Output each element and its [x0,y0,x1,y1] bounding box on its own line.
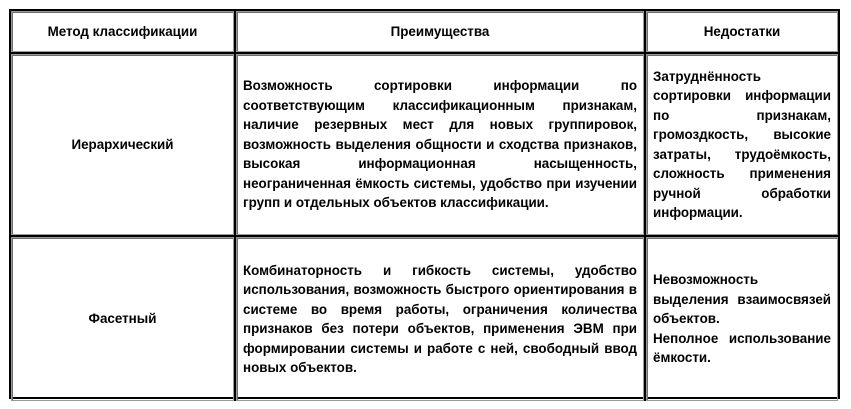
header-row [11,11,838,53]
advantages-text: Комбинаторность и гибкость системы, удобство использования, возможность быстрого ориентирования в системе во время работы, ограничения количества признаков без потери объектов, применения ЭВМ при формировании системы и работе с ней, свободный ввод новых объектов. [243,262,637,375]
header-advantages-cell [235,11,645,53]
disadvantage-item: Невозможность выделения взаимосвязей объектов. [653,272,831,327]
disadvantages-cell [645,53,838,236]
header-method-cell [11,11,235,53]
disadvantages-text: Затруднённость сортировки информации по признакам, громоздкость, высокие затраты, трудоёмкость, сложность применения ручной обработки информации. [653,68,831,220]
disadvantage-item: Неполное использование ёмкости. [653,330,831,366]
comparison-table [11,11,838,401]
advantages-text: Возможность сортировки информации по соответствующим классификационным признакам, наличие резервных мест для новых группировок, возможность выделения общности и сходства признаков, высокая информационная насыщенность, неограниченная ёмкость системы, удобство при изучении групп и отдельных объектов классификации. [243,78,637,211]
method-cell [11,53,235,236]
header-disadvantages-cell [645,11,838,53]
disadvantages-text [647,270,837,368]
header-disadvantages: Недостатки [703,23,781,39]
method-name: Фасетный [88,311,157,327]
method-name: Иерархический [71,136,174,152]
table-row [11,53,838,236]
advantages-cell [235,236,645,401]
disadvantages-cell [645,236,838,401]
advantages-cell [235,53,645,236]
header-advantages: Преимущества [390,23,490,39]
method-cell [11,236,235,401]
table-row [11,236,838,401]
classification-table [9,9,840,399]
header-method: Метод классификации [47,23,198,39]
